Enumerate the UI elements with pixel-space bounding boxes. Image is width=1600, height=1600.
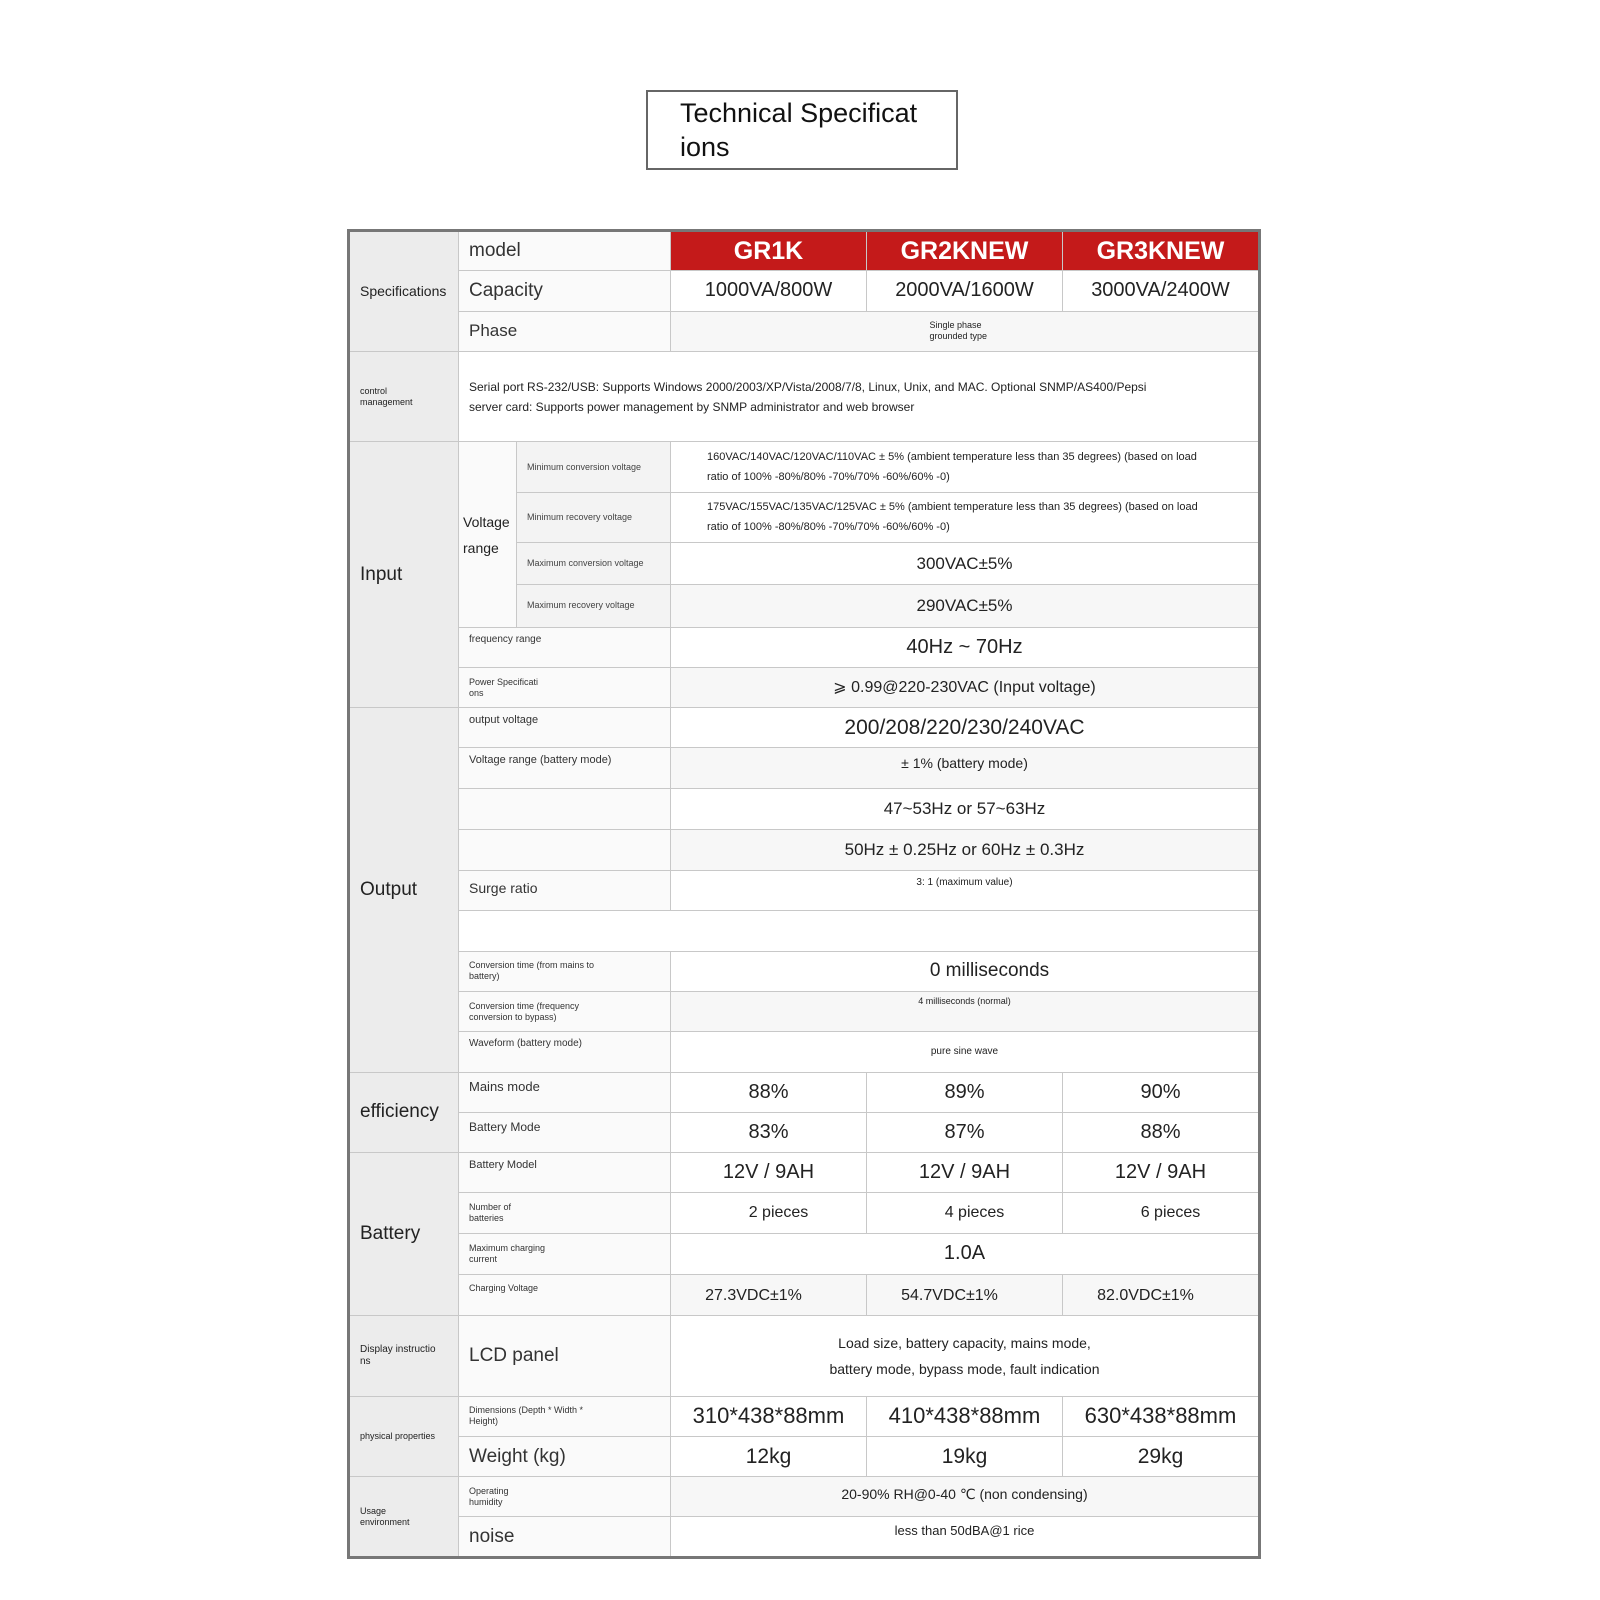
table-row (349, 1072, 1260, 1112)
table-row (349, 1396, 1260, 1436)
battery-model-label: Battery Model (459, 1153, 671, 1193)
lcd-panel-value-line-1: Load size, battery capacity, mains mode, (838, 1334, 1091, 1351)
max-conversion-value: 300VAC±5% (671, 543, 1260, 585)
table-row (349, 1436, 1260, 1476)
weight-value-1: 12kg (671, 1436, 867, 1476)
charging-voltage-label: Charging Voltage (459, 1274, 671, 1315)
control-value: Serial port RS-232/USB: Supports Windows 2000/2003/XP/Vista/2008/7/8, Linux, Unix, and MAC. Optional SNMP/AS400/Pepsi server card: Supports power management by SNMP administrator and web browser (459, 351, 1260, 442)
output-voltage-value: 200/208/220/230/240VAC (671, 708, 1260, 748)
table-row (349, 667, 1260, 707)
battery-mode-value-1: 83% (671, 1112, 867, 1152)
table-row (349, 748, 1260, 788)
capacity-value-2: 2000VA/1600W (867, 271, 1063, 311)
min-conversion-value: 160VAC/140VAC/120VAC/110VAC ± 5% (ambient temperature less than 35 degrees) (based on load ratio of 100% -80%/80% -70%/70% -60%/60% -0) (671, 442, 1260, 492)
capacity-value-3: 3000VA/2400W (1063, 271, 1260, 311)
surge-ratio-value: 3: 1 (maximum value) (671, 871, 1260, 911)
battery-mode-label: Battery Mode (459, 1112, 671, 1152)
battery-mode-value-3: 88% (1063, 1112, 1260, 1152)
table-row (349, 1274, 1260, 1315)
dimensions-value-3: 630*438*88mm (1063, 1396, 1260, 1436)
phase-label: Phase (459, 311, 671, 351)
humidity-label-text: Operating humidity (469, 1485, 509, 1507)
max-recovery-label: Maximum recovery voltage (517, 585, 671, 627)
power-spec-value: ⩾ 0.99@220-230VAC (Input voltage) (671, 667, 1260, 707)
spec-table (347, 229, 1261, 1559)
conversion-bypass-label (459, 992, 671, 1032)
frequency-range-value: 40Hz ~ 70Hz (671, 627, 1260, 667)
table-row (349, 1517, 1260, 1558)
min-recovery-label: Minimum recovery voltage (517, 492, 671, 542)
mains-mode-value-1: 88% (671, 1072, 867, 1112)
noise-value: less than 50dBA@1 rice (671, 1517, 1260, 1558)
model-gr2knew: GR2KNEW (867, 231, 1063, 271)
table-row (349, 788, 1260, 829)
table-row (349, 708, 1260, 748)
output-frequency-value-1: 47~53Hz or 57~63Hz (671, 788, 1260, 829)
min-recovery-value: 175VAC/155VAC/135VAC/125VAC ± 5% (ambient temperature less than 35 degrees) (based on load ratio of 100% -80%/80% -70%/70% -60%/60% -0) (671, 492, 1260, 542)
noise-label: noise (459, 1517, 671, 1558)
category-control-management (349, 351, 459, 442)
weight-value-3: 29kg (1063, 1436, 1260, 1476)
category-specifications: Specifications (349, 231, 459, 352)
table-row (349, 1112, 1260, 1152)
charging-voltage-value-1: 27.3VDC±1% (671, 1274, 867, 1315)
dimensions-label-text: Dimensions (Depth * Width * Height) (469, 1405, 584, 1427)
dimensions-value-2: 410*438*88mm (867, 1396, 1063, 1436)
surge-ratio-label: Surge ratio (459, 871, 671, 911)
max-charging-current-label-text: Maximum charging current (469, 1242, 546, 1264)
capacity-label: Capacity (459, 271, 671, 311)
min-conversion-label: Minimum conversion voltage (517, 442, 671, 492)
output-frequency-value-2: 50Hz ± 0.25Hz or 60Hz ± 0.3Hz (671, 829, 1260, 870)
table-row (349, 829, 1260, 870)
charging-voltage-value-3: 82.0VDC±1% (1063, 1274, 1260, 1315)
dimensions-label (459, 1396, 671, 1436)
conversion-bypass-value: 4 milliseconds (normal) (671, 992, 1260, 1032)
table-row (349, 1153, 1260, 1193)
table-row (349, 627, 1260, 667)
dimensions-value-1: 310*438*88mm (671, 1396, 867, 1436)
table-row (349, 951, 1260, 991)
max-charging-current-label (459, 1233, 671, 1274)
table-row (349, 1316, 1260, 1397)
mains-mode-value-3: 90% (1063, 1072, 1260, 1112)
weight-value-2: 19kg (867, 1436, 1063, 1476)
display-category-text: Display instructio ns (360, 1343, 436, 1367)
battery-voltage-range-value: ± 1% (battery mode) (671, 748, 1260, 788)
title-box (646, 90, 958, 170)
battery-model-value-2: 12V / 9AH (867, 1153, 1063, 1193)
waveform-label: Waveform (battery mode) (459, 1032, 671, 1072)
model-label: model (459, 231, 671, 271)
battery-count-label-text: Number of batteries (469, 1201, 512, 1223)
conversion-mains-value: 0 milliseconds (671, 951, 1260, 991)
battery-count-value-1: 2 pieces (671, 1193, 867, 1233)
weight-label: Weight (kg) (459, 1436, 671, 1476)
category-physical: physical properties (349, 1396, 459, 1477)
conversion-mains-label (459, 951, 671, 991)
phase-value-text: Single phase grounded type (929, 320, 988, 342)
capacity-value-1: 1000VA/800W (671, 271, 867, 311)
battery-count-value-3: 6 pieces (1063, 1193, 1260, 1233)
blank-row (459, 911, 1260, 951)
page-title: Technical Specificat ions (680, 98, 918, 162)
battery-model-value-1: 12V / 9AH (671, 1153, 867, 1193)
table-row (349, 992, 1260, 1032)
table-row (349, 871, 1260, 911)
model-gr1k: GR1K (671, 231, 867, 271)
output-frequency-label-blank (459, 788, 671, 829)
charging-voltage-value-2: 54.7VDC±1% (867, 1274, 1063, 1315)
lcd-panel-value (671, 1316, 1260, 1397)
voltage-range-label: Voltage range (459, 442, 517, 627)
category-efficiency: efficiency (349, 1072, 459, 1153)
humidity-value: 20-90% RH@0-40 ℃ (non condensing) (671, 1477, 1260, 1517)
table-row (349, 271, 1260, 311)
lcd-panel-value-line-2: battery mode, bypass mode, fault indication (829, 1360, 1100, 1377)
waveform-value: pure sine wave (671, 1032, 1260, 1072)
humidity-label (459, 1477, 671, 1517)
output-frequency-label-blank-2 (459, 829, 671, 870)
table-row (349, 911, 1260, 951)
lcd-panel-label: LCD panel (459, 1316, 671, 1397)
max-charging-current-value: 1.0A (671, 1233, 1260, 1274)
power-spec-label (459, 667, 671, 707)
battery-mode-value-2: 87% (867, 1112, 1063, 1152)
max-recovery-value: 290VAC±5% (671, 585, 1260, 627)
category-display (349, 1316, 459, 1397)
conversion-mains-label-text: Conversion time (from mains to battery) (469, 960, 595, 982)
battery-model-value-3: 12V / 9AH (1063, 1153, 1260, 1193)
category-input: Input (349, 442, 459, 708)
table-row (349, 1193, 1260, 1233)
output-voltage-label: output voltage (459, 708, 671, 748)
category-battery: Battery (349, 1153, 459, 1316)
power-spec-label-text: Power Specificati ons (469, 676, 539, 698)
control-category-text: control management (360, 385, 413, 407)
table-row (349, 351, 1260, 442)
mains-mode-value-2: 89% (867, 1072, 1063, 1112)
phase-value (671, 311, 1260, 351)
model-gr3knew: GR3KNEW (1063, 231, 1260, 271)
table-row (349, 1032, 1260, 1072)
table-row (349, 1233, 1260, 1274)
environment-category-text: Usage environment (360, 1505, 410, 1527)
mains-mode-label: Mains mode (459, 1072, 671, 1112)
battery-voltage-range-label: Voltage range (battery mode) (459, 748, 671, 788)
battery-count-value-2: 4 pieces (867, 1193, 1063, 1233)
battery-count-label (459, 1193, 671, 1233)
category-environment (349, 1477, 459, 1558)
table-row (349, 442, 1260, 492)
conversion-bypass-label-text: Conversion time (frequency conversion to bypass) (469, 1000, 580, 1022)
frequency-range-label: frequency range (459, 627, 671, 667)
category-output: Output (349, 708, 459, 1072)
table-row (349, 311, 1260, 351)
table-row (349, 231, 1260, 271)
table-row (349, 1477, 1260, 1517)
max-conversion-label: Maximum conversion voltage (517, 543, 671, 585)
